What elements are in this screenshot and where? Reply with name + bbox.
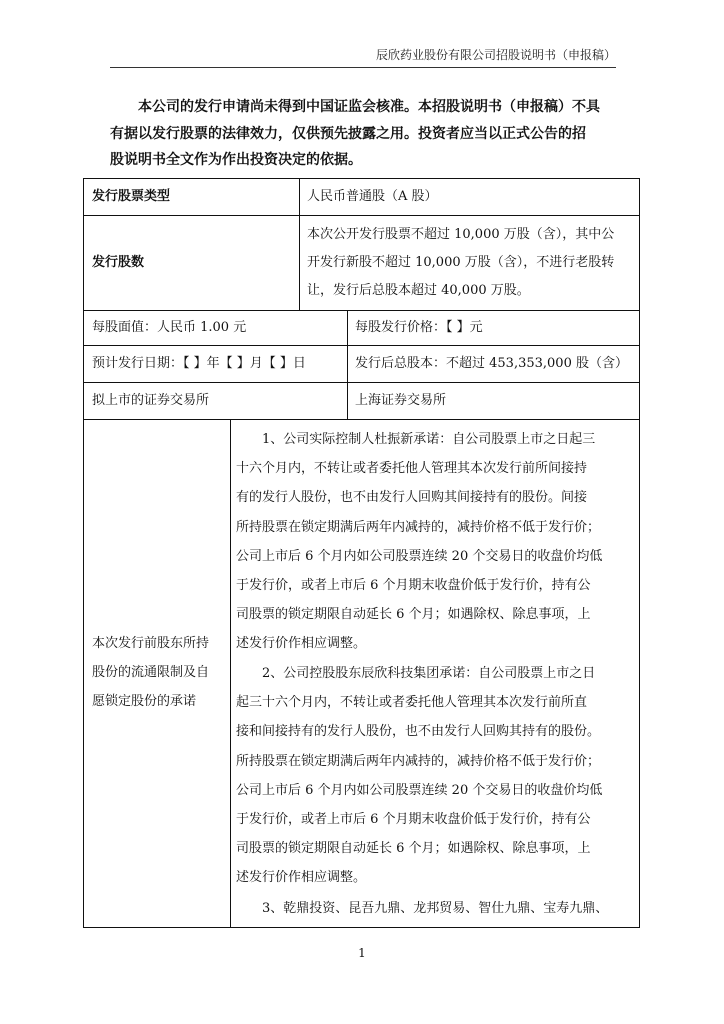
lockup-commitment-1 <box>236 425 636 659</box>
lockup-label-line: 股份的流通限制及自 <box>92 665 210 680</box>
commitment-line: 于发行价，或者上市后 6 个月期末收盘价低于发行价，持有公 <box>236 811 591 827</box>
commitment-line: 所持股票在锁定期满后两年内减持的，减持价格不低于发行价； <box>236 519 601 535</box>
intro-line: 股说明书全文作为作出投资决定的依据。 <box>110 152 362 168</box>
commitment-line: 十六个月内，不转让或者委托他人管理其本次发行前所间接持 <box>236 461 588 477</box>
commitment-line: 有的发行人股份，也不由发行人回购其间接持有的股份。间接 <box>236 490 588 506</box>
commitment-line: 公司上市后 6 个月内如公司股票连续 20 个交易日的收盘价均低 <box>236 548 603 564</box>
shares-value-line: 开发行新股不超过 10,000 万股（含），不进行老股转 <box>307 255 615 270</box>
stock-type-value: 人民币普通股（A 股） <box>307 189 438 204</box>
commitment-line: 述发行价作相应调整。 <box>236 636 367 652</box>
commitment-line: 司股票的锁定期限自动延长 6 个月；如遇除权、除息事项，上 <box>236 607 591 623</box>
exchange-value: 上海证券交易所 <box>355 393 447 408</box>
disclaimer-intro <box>110 94 630 174</box>
lockup-commitment-3 <box>236 894 636 923</box>
page-number: 1 <box>358 946 366 960</box>
table-rule <box>299 178 300 310</box>
shares-value-line: 本次公开发行股票不超过 10,000 万股（含），其中公 <box>307 227 615 242</box>
commitment-line: 接和间接持有的发行人股份，也不由发行人回购其持有的股份。 <box>236 724 601 740</box>
lockup-commitment-2 <box>236 659 636 893</box>
issue-price: 每股发行价格：【 】元 <box>355 320 483 335</box>
commitment-line: 所持股票在锁定期满后两年内减持的，减持价格不低于发行价； <box>236 753 601 769</box>
commitment-line: 司股票的锁定期限自动延长 6 个月；如遇除权、除息事项，上 <box>236 841 591 857</box>
issue-date: 预计发行日期：【 】年【 】月【 】日 <box>92 356 306 371</box>
lockup-label-line: 愿锁定股份的承诺 <box>92 694 197 709</box>
page-header-title: 辰欣药业股份有限公司招股说明书（申报稿） <box>375 48 616 62</box>
exchange-label: 拟上市的证券交易所 <box>92 393 210 408</box>
header-rule <box>110 67 616 68</box>
par-value: 每股面值：人民币 1.00 元 <box>92 320 247 335</box>
commitment-line: 公司上市后 6 个月内如公司股票连续 20 个交易日的收盘价均低 <box>236 782 603 798</box>
table-rule <box>83 215 640 216</box>
commitment-line: 3、乾鼎投资、昆吾九鼎、龙邦贸易、智仕九鼎、宝寿九鼎、 <box>262 901 609 916</box>
intro-line: 本公司的发行申请尚未得到中国证监会核准。本招股说明书（申报稿）不具 <box>138 99 600 115</box>
table-rule <box>83 382 640 383</box>
table-rule <box>83 345 640 346</box>
lockup-label-line: 本次发行前股东所持 <box>92 636 210 651</box>
shares-label: 发行股数 <box>92 255 145 270</box>
shares-value-line: 让，发行后总股本超过 40,000 万股。 <box>307 283 530 298</box>
commitment-line: 2、公司控股股东辰欣科技集团承诺：自公司股票上市之日 <box>262 666 596 681</box>
total-shares: 发行后总股本：不超过 453,353,000 股（含） <box>355 356 628 371</box>
table-rule <box>83 419 640 420</box>
commitment-line: 起三十六个月内，不转让或者委托他人管理其本次发行前所直 <box>236 695 588 711</box>
commitment-line: 1、公司实际控制人杜振新承诺：自公司股票上市之日起三 <box>262 432 596 447</box>
commitment-line: 述发行价作相应调整。 <box>236 870 367 886</box>
table-rule <box>230 419 231 928</box>
table-rule <box>347 310 348 419</box>
table-rule <box>83 310 640 311</box>
commitment-line: 于发行价，或者上市后 6 个月期末收盘价低于发行价，持有公 <box>236 577 591 593</box>
intro-line: 有据以发行股票的法律效力，仅供预先披露之用。投资者应当以正式公告的招 <box>110 125 586 142</box>
stock-type-label: 发行股票类型 <box>92 189 171 204</box>
